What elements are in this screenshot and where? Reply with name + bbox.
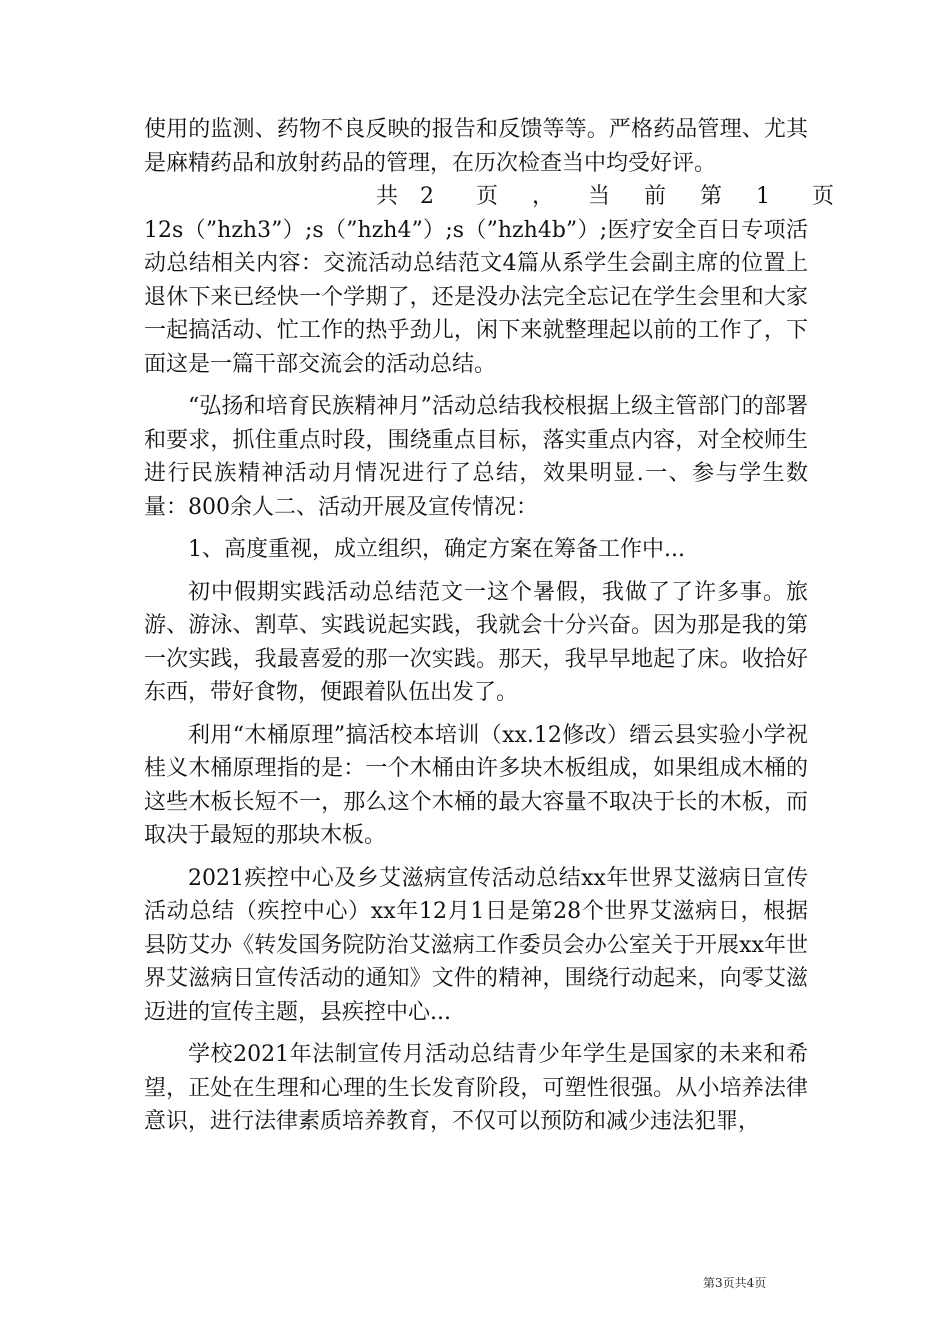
page-footer: 第3页共4页 (703, 1276, 767, 1290)
paragraph: 利用“木桶原理”搞活校本培训（xx.12修改）缙云县实验小学祝桂义木桶原理指的是：一个木桶由许多块木板组成，如果组成木桶的这些木板长短不一，那么这个木桶的最大容量不取决于长的木板，而取决于最短的那块木板。 (144, 722, 808, 848)
paragraph: 2021疾控中心及乡艾滋病宣传活动总结xx年世界艾滋病日宣传活动总结（疾控中心）xx年12月1日是第28个世界艾滋病日，根据县防艾办《转发国务院防治艾滋病工作委员会办公室关于开展xx年世界艾滋病日宣传活动的通知》文件的精神，围绕行动起来，向零艾滋迈进的宣传主题，县疾控中心... (144, 865, 808, 1025)
page-indicator-current-label-3: 第 (700, 184, 723, 209)
page-indicator-current-label-1: 当 (588, 184, 611, 209)
page-indicator-current-label-2: 前 (644, 184, 667, 209)
page-indicator-total-label: 共 (376, 184, 399, 209)
page-indicator-current-unit: 页 (812, 184, 835, 209)
paragraph: 1、高度重视，成立组织，确定方案在筹备工作中... (188, 537, 685, 562)
page-indicator-total-unit: 页 (476, 184, 499, 209)
page-indicator-total: 2 (420, 184, 434, 209)
paragraph: “弘扬和培育民族精神月”活动总结我校根据上级主管部门的部署和要求，抓住重点时段，围绕重点目标，落实重点内容，对全校师生进行民族精神活动月情况进行了总结，效果明显.一、参与学生数量：800余人二、活动开展及宣传情况： (144, 394, 808, 520)
paragraph: 学校2021年法制宣传月活动总结青少年学生是国家的未来和希望，正处在生理和心理的生长发育阶段，可塑性很强。从小培养法律意识，进行法律素质培养教育，不仅可以预防和减少违法犯罪， (144, 1042, 808, 1134)
paragraph: 初中假期实践活动总结范文一这个暑假，我做了了许多事。旅游、游泳、割草、实践说起实践，我就会十分兴奋。因为那是我的第一次实践，我最喜爱的那一次实践。那天，我早早地起了床。收拾好东西，带好食物，便跟着队伍出发了。 (144, 579, 808, 705)
page-indicator-comma: ， (532, 184, 555, 209)
page-indicator-current: 1 (756, 184, 770, 209)
paragraph: 使用的监测、药物不良反映的报告和反馈等等。严格药品管理、尤其是麻精药品和放射药品的管理，在历次检查当中均受好评。 (144, 117, 808, 176)
paragraph: 12s（”hzh3”）;s（”hzh4”）;s（”hzh4b”）;医疗安全百日专项活动总结相关内容：交流活动总结范文4篇从系学生会副主席的位置上退休下来已经快一个学期了，还是没办法完全忘记在学生会里和大家一起搞活动、忙工作的热乎劲儿，闲下来就整理起以前的工作了，下面这是一篇干部交流会的活动总结。 (144, 217, 808, 377)
inline-page-indicator (144, 180, 835, 214)
document-body (144, 113, 835, 1139)
